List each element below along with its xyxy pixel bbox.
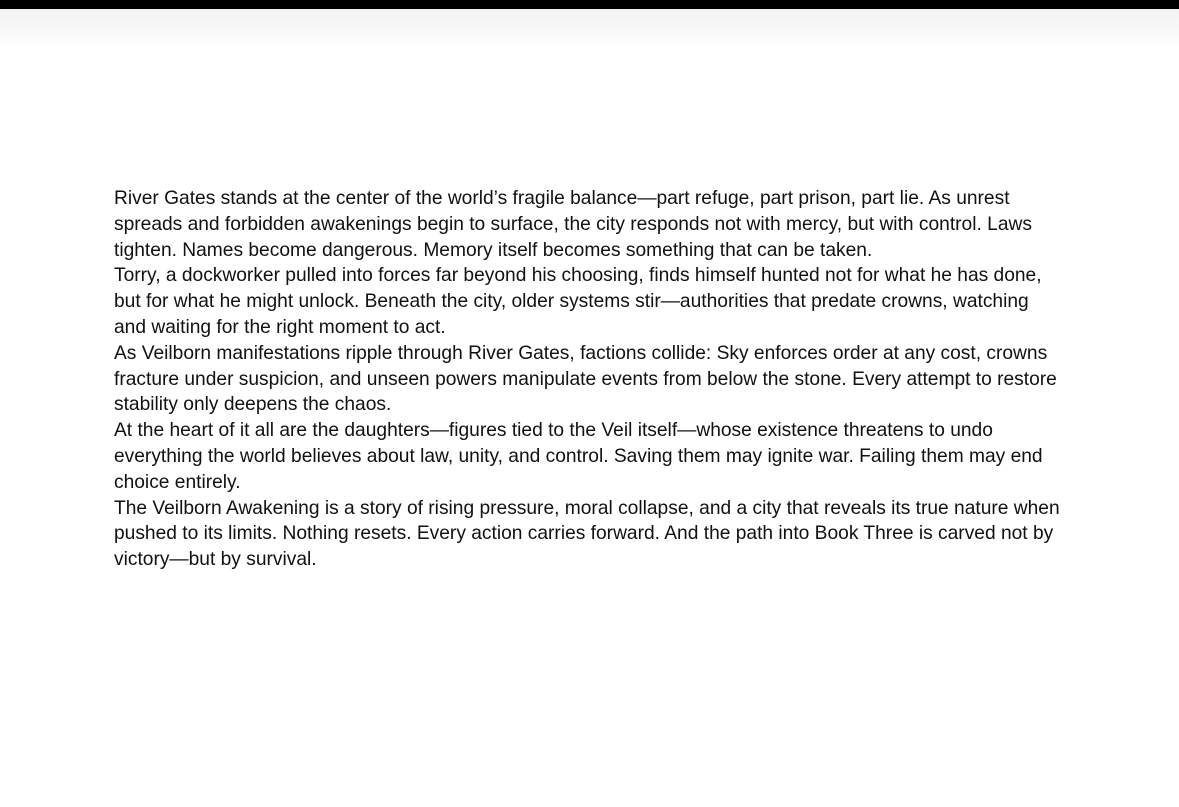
- paragraph-1: River Gates stands at the center of the world’s fragile balance—part refuge, part prison, part lie. As unrest spreads and forbidden awakenings begin to surface, the city responds not with mercy, but with control. Laws tighten. Names become dangerous. Memory itself becomes something that can be taken.: [114, 188, 1032, 261]
- paragraph-2: Torry, a dockworker pulled into forces far beyond his choosing, finds himself hunted not for what he has done, but for what he might unlock. Beneath the city, older systems stir—authorities that predate crowns, watching and waiting for the right moment to act.: [114, 265, 1042, 338]
- document-page: [0, 9, 1179, 807]
- paragraph-3: As Veilborn manifestations ripple through River Gates, factions collide: Sky enforces order at any cost, crowns fracture under suspicion, and unseen powers manipulate events from below the stone. Every attempt to restore stability only deepens the chaos.: [114, 342, 1057, 416]
- paragraph-5: The Veilborn Awakening is a story of rising pressure, moral collapse, and a city that reveals its true nature when pushed to its limits. Nothing resets. Every action carries forward. And the path into Book Three is carved not by victory—but by survival.: [114, 497, 1060, 571]
- paragraph-4: At the heart of it all are the daughters—figures tied to the Veil itself—whose existence threatens to undo everything the world believes about law, unity, and control. Saving them may ignite war. Failing them may end choice entirely.: [114, 420, 1043, 493]
- document-body: [114, 186, 1064, 573]
- top-black-bar: [0, 0, 1179, 9]
